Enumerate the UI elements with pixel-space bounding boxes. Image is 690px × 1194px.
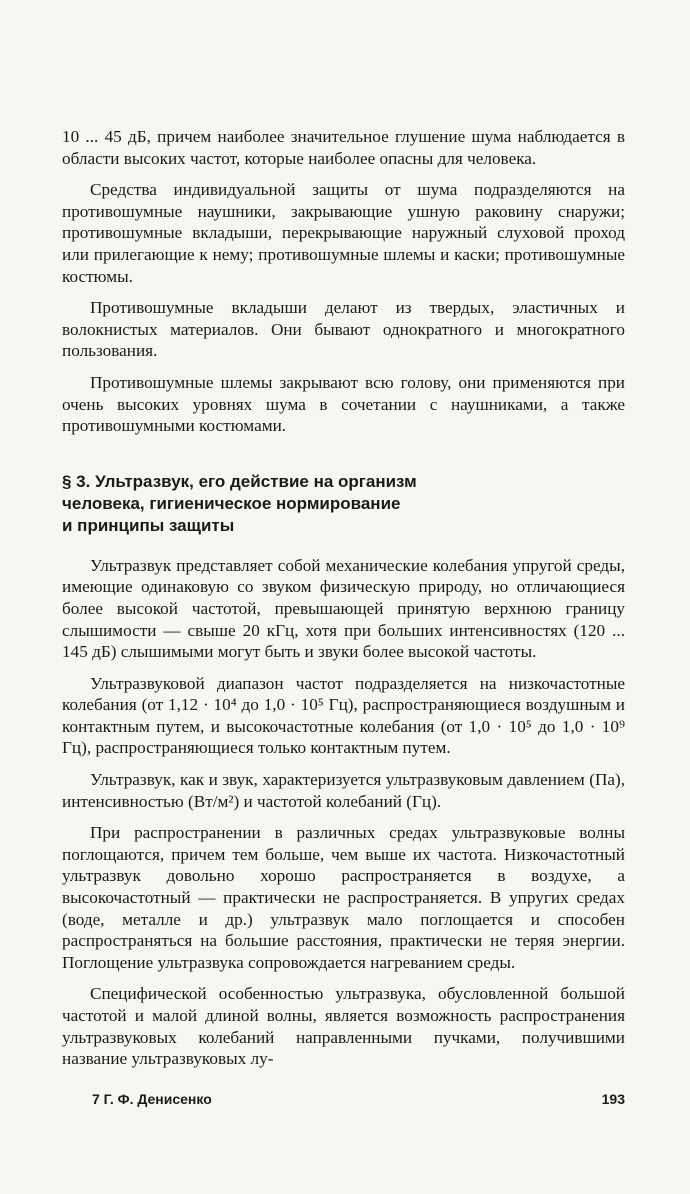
paragraph-continuation: 10 ... 45 дБ, причем наиболее значительное глушение шума наблюдается в области высоких частот, которые наиболее опасны для человека. bbox=[62, 127, 625, 168]
paragraph-earplugs: Противошумные вкладыши делают из твердых, эластичных и волокнистых материалов. Они бывают однократного и многократного пользования. bbox=[62, 298, 625, 361]
paragraph-ultrasound-definition: Ультразвук представляет собой механические колебания упругой среды, имеющие одинаковую со звуком физическую природу, но отличающиеся более высокой частотой, превышающей принятую верхнюю границу слышимости — свыше 20 кГц, хотя при больших интенсивностях (120 ... 145 дБ) слышимыми могут быть и звуки более высокой частоты. bbox=[62, 555, 625, 662]
paragraph-characteristics: Ультразвук, как и звук, характеризуется ультразвуковым давлением (Па), интенсивностью (Вт/м²) и частотой колебаний (Гц). bbox=[62, 770, 625, 811]
page-number: 193 bbox=[601, 1091, 625, 1107]
heading-line-3: и принципы защиты bbox=[62, 515, 235, 535]
paragraph-absorption: При распространении в различных средах ультразвуковые волны поглощаются, причем тем больше, чем выше их частота. Низкочастотный ультразвук довольно хорошо распространяется в воздухе, а высокочастотный — практически не распространяется. В упругих средах (воде, металле и др.) ультразвук мало поглощается и способен распространяться на большие расстояния, практически не теряя энергии. Поглощение ультразвука сопровождается нагреванием среды. bbox=[62, 823, 625, 972]
heading-line-1: § 3. Ультразвук, его действие на организм bbox=[62, 471, 417, 491]
printer-signature: 7 Г. Ф. Денисенко bbox=[92, 1091, 212, 1107]
paragraph-frequency-ranges: Ультразвуковой диапазон частот подразделяется на низкочастотные колебания (от 1,12 · 10⁴ до 1,0 · 10⁵ Гц), распространяющиеся воздушным и контактным путем, и высокочастотные колебания (от 1,0 · 10⁵ до 1,0 · 10⁹ Гц), распространяющиеся только контактным путем. bbox=[62, 673, 625, 758]
page-body bbox=[62, 126, 625, 1070]
paragraph-directional-beams: Специфической особенностью ультразвука, обусловленной большой частотой и малой длиной волны, является возможность распространения ультразвуковых колебаний направленными пучками, получившими название ультразвуковых лу- bbox=[62, 984, 625, 1069]
heading-line-2: человека, гигиеническое нормирование bbox=[62, 493, 401, 513]
section-heading bbox=[62, 471, 625, 537]
paragraph-helmets: Противошумные шлемы закрывают всю голову, они применяются при очень высоких уровнях шума в сочетании с наушниками, а также противошумными костюмами. bbox=[62, 372, 625, 436]
paragraph-ppe-types: Средства индивидуальной защиты от шума подразделяются на противошумные наушники, закрывающие ушную раковину снаружи; противошумные вкладыши, перекрывающие наружный слуховой проход или прилегающие к нему; противошумные шлемы и каски; противошумные костюмы. bbox=[62, 180, 625, 286]
